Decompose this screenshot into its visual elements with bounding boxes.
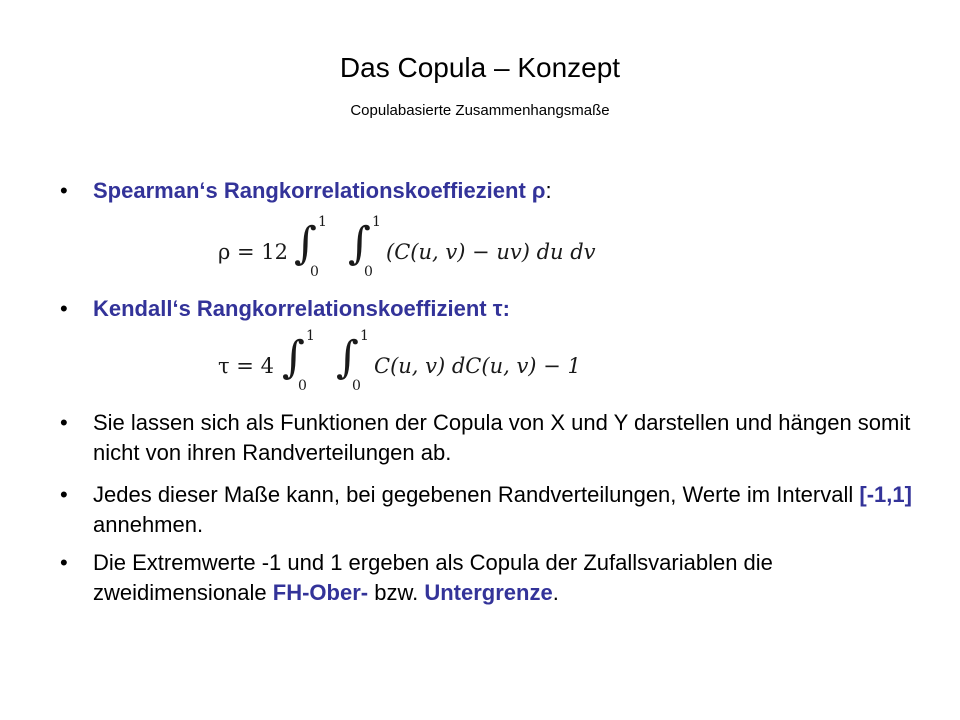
- integral-1-lower: 0: [310, 264, 319, 280]
- bullet-marker: •: [60, 410, 68, 435]
- extreme-text-middle: bzw.: [368, 580, 425, 605]
- formula-tau: [218, 328, 618, 398]
- interval-text-after: annehmen.: [93, 512, 204, 537]
- rho-lhs: ρ = 12: [218, 240, 289, 264]
- slide-title: Das Copula – Konzept: [339, 52, 621, 83]
- integral-2-upper: 1: [372, 214, 381, 230]
- interval-value: [-1,1]: [859, 482, 912, 507]
- rho-integrand: (C(u, v) − uv) du dv: [386, 240, 596, 264]
- formula-rho: [218, 214, 618, 284]
- extreme-text-end: .: [552, 580, 559, 605]
- bullet-kendall: [60, 294, 930, 324]
- integral-3-lower: 0: [298, 378, 307, 394]
- integral-1-upper: 1: [318, 214, 327, 230]
- integral-3-upper: 1: [306, 328, 315, 344]
- spearman-colon: :: [545, 178, 552, 203]
- spearman-label: Spearman‘s Rangkorrelationskoeffiezient ρ: [93, 178, 546, 203]
- bullet-marker: •: [60, 178, 68, 203]
- bullet-spearman: [60, 176, 930, 206]
- integral-4-upper: 1: [360, 328, 369, 344]
- bullet-marker: •: [60, 296, 68, 321]
- integral-1-symbol: ∫: [294, 218, 317, 269]
- bullet-interval: [60, 480, 930, 540]
- fh-upper-bound: FH-Ober-: [272, 580, 369, 605]
- fh-lower-bound: Untergrenze: [424, 580, 553, 605]
- integral-4-symbol: ∫: [336, 332, 359, 383]
- bullet-copula-representation: [60, 408, 930, 468]
- integral-2-symbol: ∫: [348, 218, 371, 269]
- interval-text-before: Jedes dieser Maße kann, bei gegebenen Randverteilungen, Werte im Intervall: [93, 482, 860, 507]
- bullet-marker: •: [60, 482, 68, 507]
- bullet-extreme-values: [60, 548, 930, 608]
- integral-3-symbol: ∫: [282, 332, 305, 383]
- slide-subtitle: Copulabasierte Zusammenhangsmaße: [350, 102, 610, 119]
- extreme-text-before: Die Extremwerte -1 und 1 ergeben als Copula der Zufallsvariablen die zweidimensionale: [93, 550, 773, 605]
- tau-lhs: τ = 4: [218, 354, 274, 378]
- copula-representation-text: Sie lassen sich als Funktionen der Copula von X und Y darstellen und hängen somit nicht von ihren Randverteilungen ab.: [93, 410, 911, 465]
- integral-4-lower: 0: [352, 378, 361, 394]
- kendall-label: Kendall‘s Rangkorrelationskoeffizient τ:: [93, 296, 510, 321]
- bullet-marker: •: [60, 550, 68, 575]
- tau-integrand: C(u, v) dC(u, v) − 1: [374, 354, 581, 378]
- integral-2-lower: 0: [364, 264, 373, 280]
